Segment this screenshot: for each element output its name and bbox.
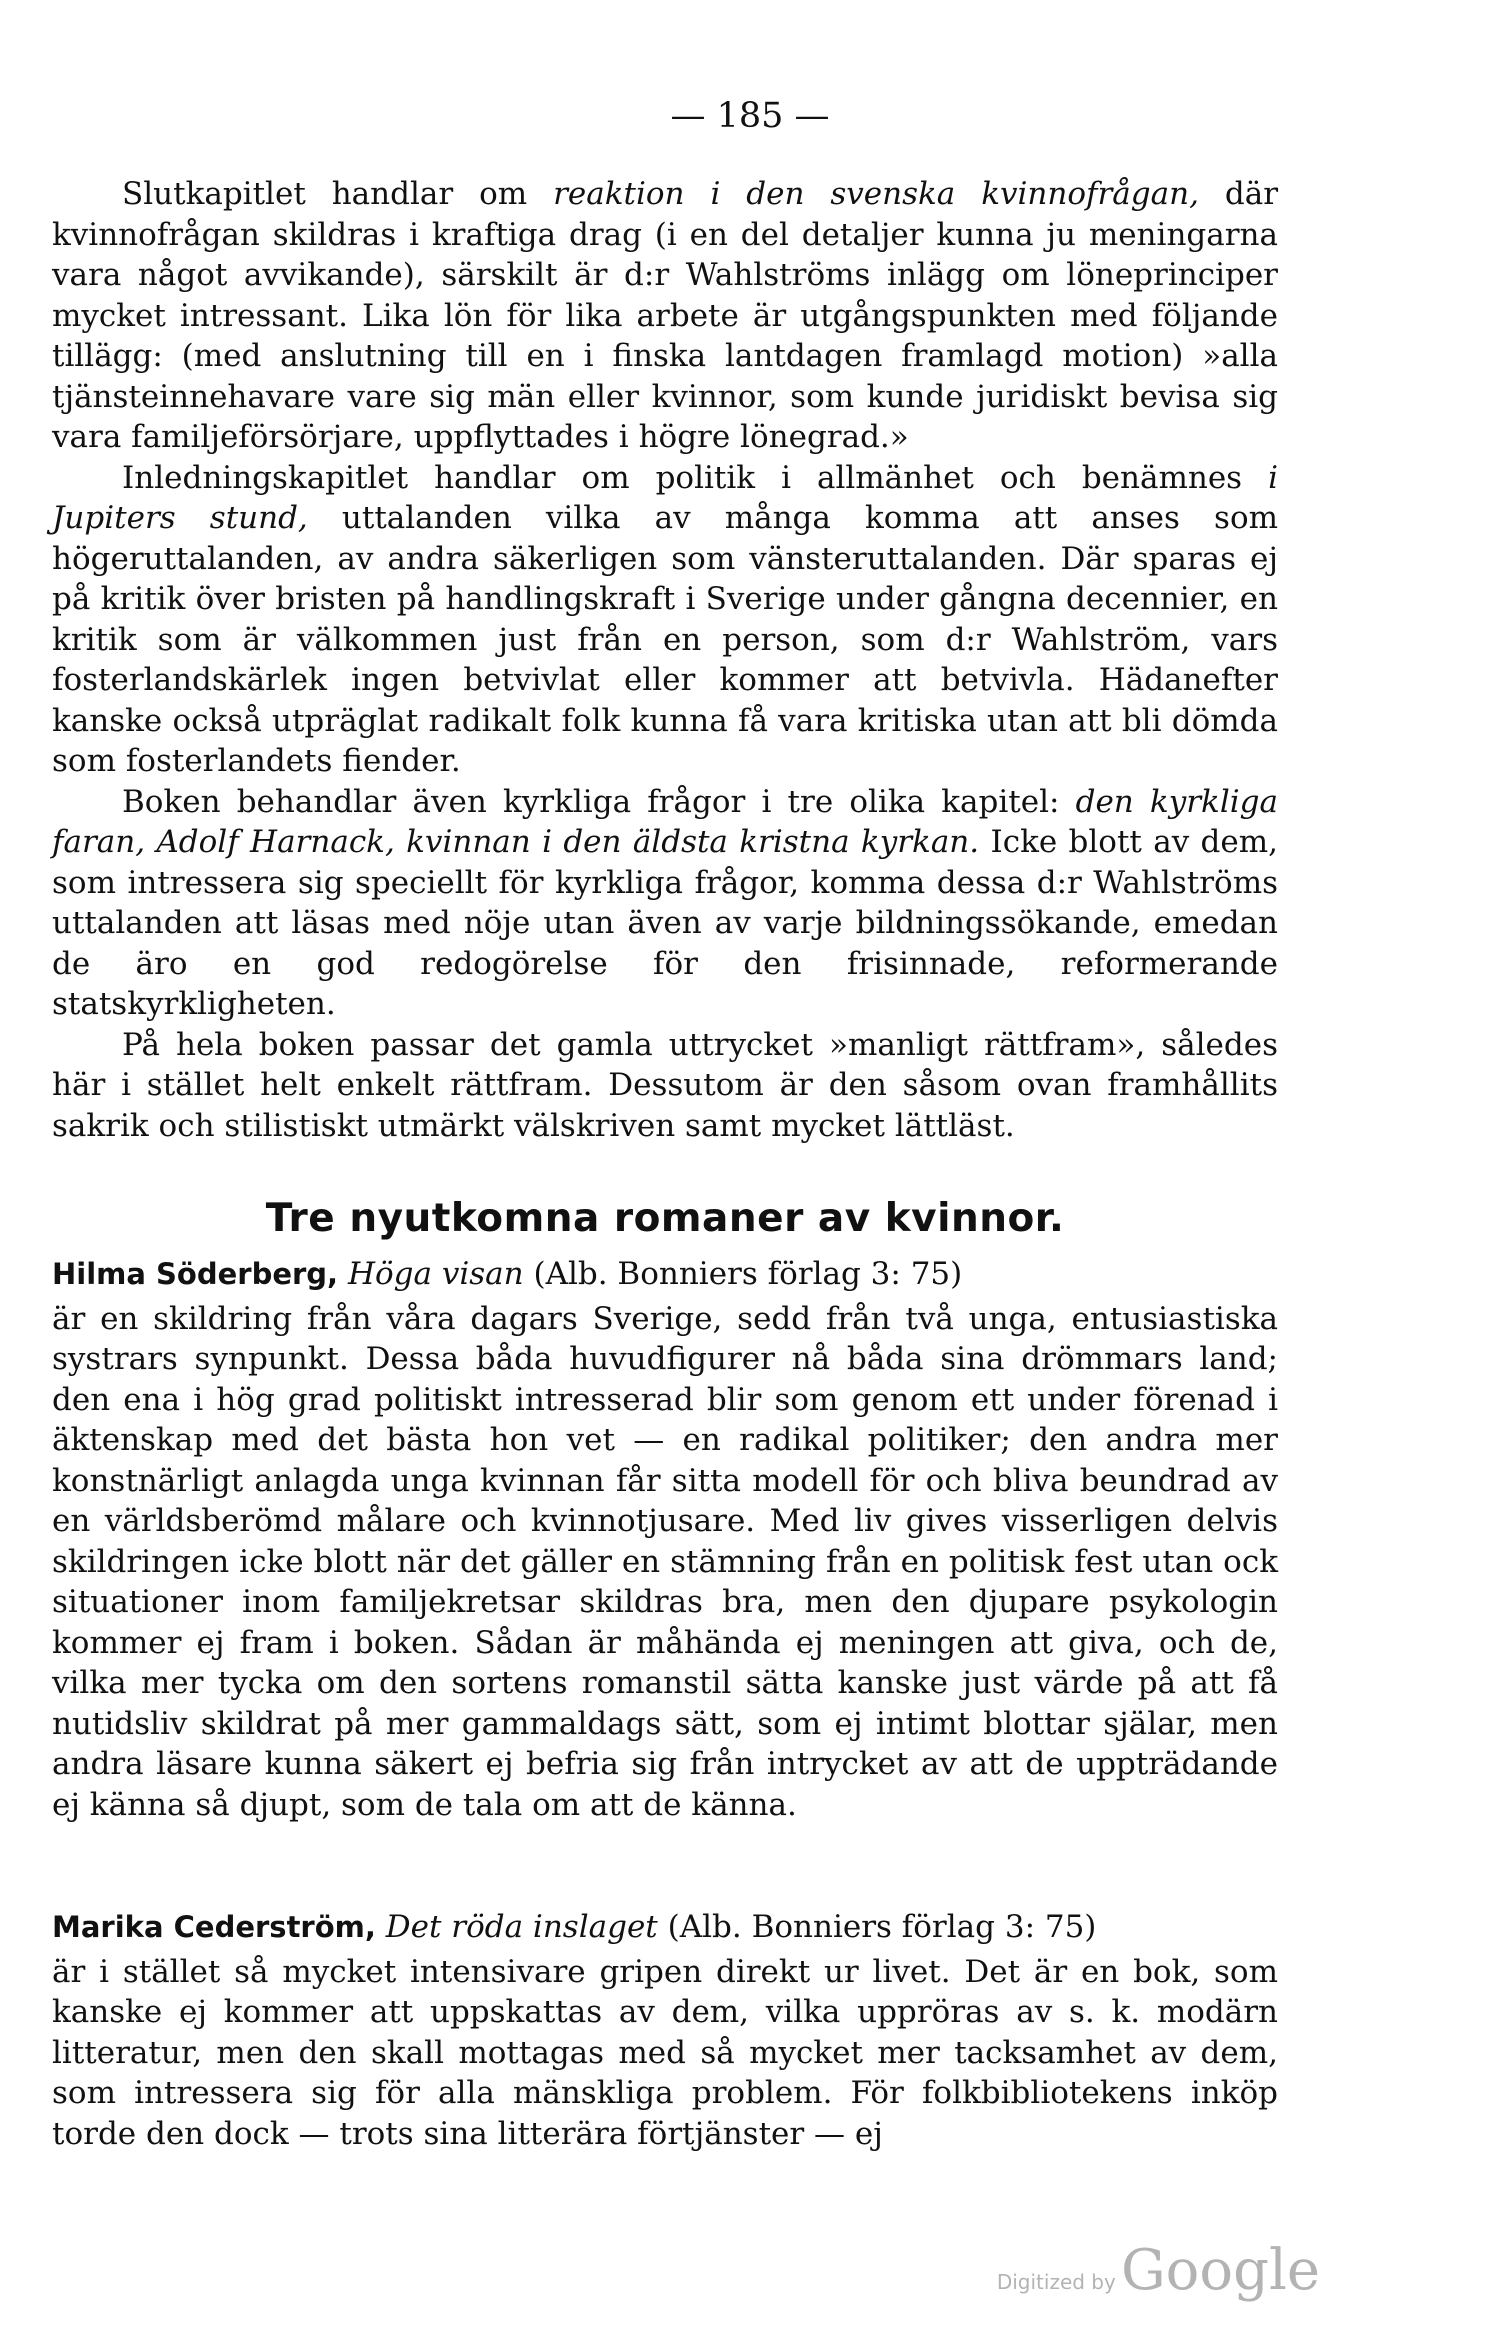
paragraph-conclusion: På hela boken passar det gamla uttrycket »manligt rättfram», således här i stället helt enkelt rättfram. Dessutom är den såsom ovan framhållits sakrik och stilistiskt utmärkt välskriven samt mycket lättläst. xyxy=(52,1026,1278,1144)
book-title: Höga visan xyxy=(347,1256,524,1292)
page-number: — 185 — xyxy=(670,96,830,136)
text-run: där kvinnofrågan skildras i kraftiga drag (i en del detaljer kunna ju meningarna vara något avvikande), särskilt är d:r Wahlströms inlägg om löneprinciper mycket intressant. Lika lön för lika arbete är utgångspunkten med följande tillägg: (med anslutning till en i finska lantdagen framlagd motion) »alla tjänsteinnehavare vare sig män eller kvinnor, som kunde juridiskt bevisa sig vara familjeförsörjare, uppflyttades i högre lönegrad.» xyxy=(52,176,1279,455)
watermark-prefix: Digitized by xyxy=(996,2270,1116,2294)
text-run: uttalanden vilka av många komma att anses som högeruttalanden, av andra säkerligen som vänsteruttalanden. Där sparas ej på kritik över bristen på handlingskraft i Sverige under gångna decennier, en kritik som är välkommen just från en person, som d:r Wahlström, vars fosterlandskärlek ingen betvivlat eller kommer att betvivla. Hädanefter kanske också utpräglat radikalt folk kunna få vara kritiska utan att bli dömda som fosterlandets fiender. xyxy=(52,500,1279,779)
italic-run: i Jupiters stund, xyxy=(52,459,1278,536)
google-logo: Google xyxy=(1120,2238,1320,2303)
novels-section xyxy=(52,1196,1278,1825)
book-title: Det röda inslaget xyxy=(385,1909,658,1945)
digitized-watermark xyxy=(997,2238,1320,2303)
review-text-2: är i stället så mycket intensivare gripen direkt ur livet. Det är en bok, som kanske ej kommer att uppskattas av dem, vilka uppröras av s. k. modärn litteratur, men den skall mottagas med så mycket mer tacksamhet av dem, som intressera sig för alla mänskliga problem. För folkbibliotekens inköp torde den dock — trots sina litterära förtjänster — ej xyxy=(52,1953,1278,2152)
author-name: Hilma Söderberg, xyxy=(52,1257,339,1291)
review-heading-2 xyxy=(52,1907,1278,1948)
italic-run: reaktion i den svenska kvinnofrågan, xyxy=(553,176,1199,212)
text-run: Boken behandlar även kyrkliga frågor i tre olika kapitel: xyxy=(122,783,1076,820)
text-run: Icke blott av dem, som intressera sig speciellt för kyrkliga frågor, komma dessa d:r Wahlströms uttalanden att läsas med nöje utan även av varje bildningssökande, emedan de äro en god redogörelse för den frisinnade, reformerande statskyrkligheten. xyxy=(52,824,1278,1022)
section-heading: Tre nyutkomna romaner av kvinnor. xyxy=(265,1196,1065,1241)
article-body xyxy=(52,174,1278,1146)
paragraph-closing-chapter xyxy=(52,174,1278,458)
text-run: Inledningskapitlet handlar om politik i allmänhet och benämnes xyxy=(122,459,1269,496)
paragraph-church-questions xyxy=(52,782,1278,1025)
paragraph-introduction-chapter xyxy=(52,458,1278,782)
author-name: Marika Cederström, xyxy=(52,1910,376,1944)
review-2 xyxy=(52,1895,1278,2154)
review-heading-1 xyxy=(52,1254,1278,1295)
publisher-info: (Alb. Bonniers förlag 3: 75) xyxy=(667,1909,1097,1945)
italic-run: den kyrkliga faran, Adolf Harnack, kvinnan i den äldsta kristna kyrkan. xyxy=(52,783,1278,860)
publisher-info: (Alb. Bonniers förlag 3: 75) xyxy=(533,1256,963,1292)
text-run: Slutkapitlet handlar om xyxy=(122,176,554,212)
review-text-1: är en skildring från våra dagars Sverige, sedd från två unga, entusiastiska systrars synpunkt. Dessa båda huvudfigurer nå båda sina drömmars land; den ena i hög grad politiskt intresserad blir som genom ett under förenad i äktenskap med det bästa hon vet — en radikal politiker; den andra mer konstnärligt anlagda unga kvinnan får sitta modell för och bliva beundrad av en världsberömd målare och kvinnotjusare. Med liv gives visserligen delvis skildringen icke blott när det gäller en stämning från en politisk fest utan ock situationer inom familjekretsar skildras bra, men den djupare psykologin kommer ej fram i boken. Sådan är måhända ej meningen att giva, och de, vilka mer tycka om den sortens romanstil sätta kanske just värde på att få nutidsliv skildrat på mer gammaldags sätt, som ej intimt blottar själar, men andra läsare kunna säkert ej befria sig från intrycket av att de uppträdande ej känna så djupt, som de tala om att de känna. xyxy=(52,1300,1278,1823)
